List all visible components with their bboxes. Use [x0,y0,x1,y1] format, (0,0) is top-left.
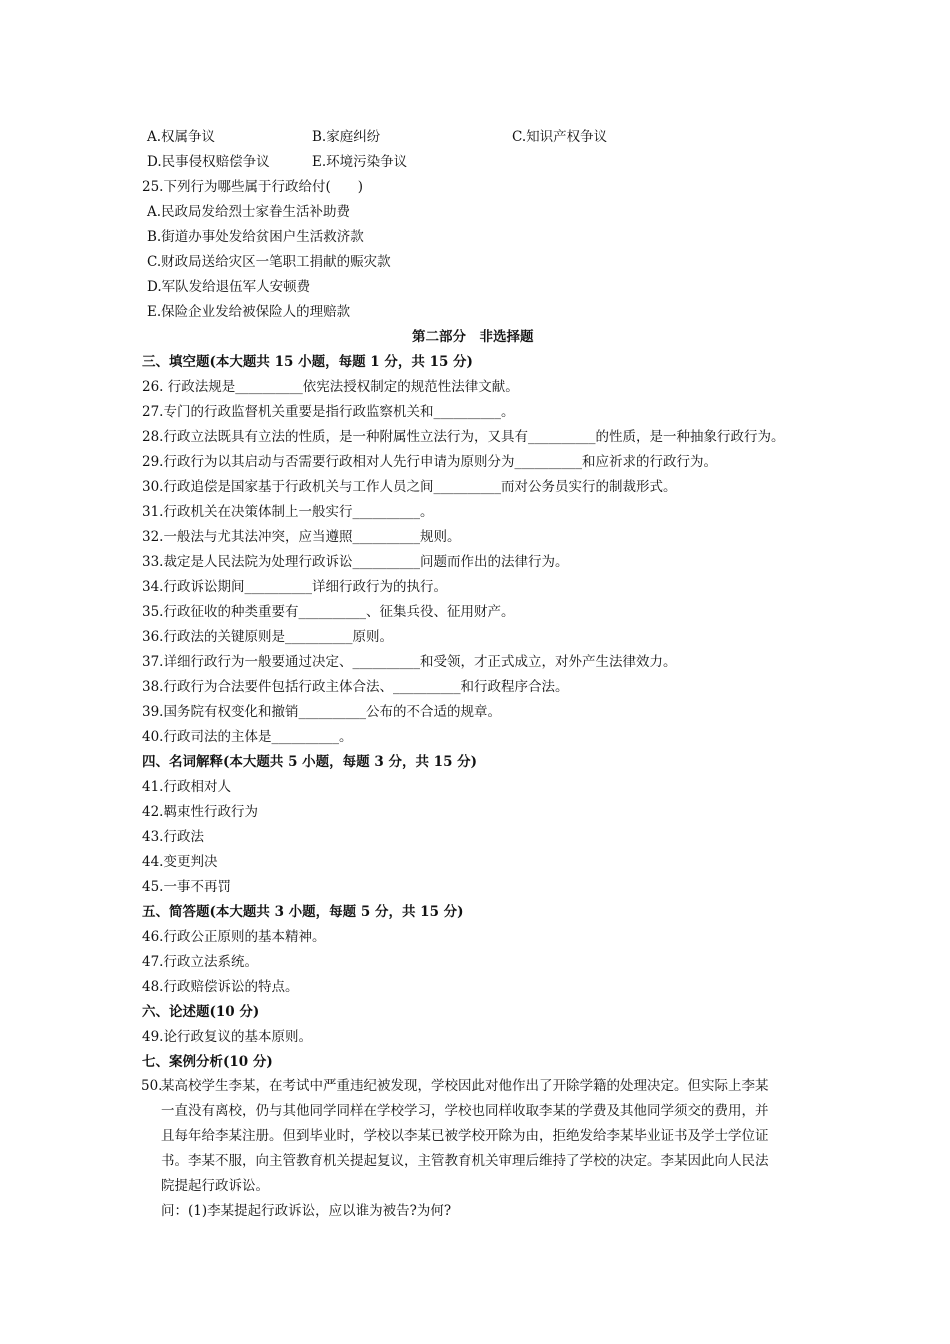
q50-line: 一直没有离校，仍与其他同学同样在学校学习，学校也同样收取李某的学费及其他同学须交的费用，并 [161,1103,769,1119]
q31: 31.行政机关在决策体制上一般实行__________。 [142,504,434,520]
section5-heading: 五、简答题(本大题共 3 小题，每题 5 分，共 15 分) [142,904,464,920]
q28: 28.行政立法既具有立法的性质，是一种附属性立法行为，又具有__________的性质，是一种抽象行政行为。 [142,429,785,445]
q50-line: 且每年给李某注册。但到毕业时，学校以李某已被学校开除为由，拒绝发给李某毕业证书及学士学位证 [161,1128,769,1144]
q43: 43.行政法 [142,829,204,845]
q25-option-d: D.军队发给退伍军人安顿费 [147,279,311,295]
q30: 30.行政追偿是国家基于行政机关与工作人员之间__________而对公务员实行的制裁形式。 [142,479,677,495]
q49: 49.论行政复议的基本原则。 [142,1029,312,1045]
q38: 38.行政行为合法要件包括行政主体合法、__________和行政程序合法。 [142,679,569,695]
q41: 41.行政相对人 [142,779,231,795]
q24-option-b: B.家庭纠纷 [312,129,381,145]
q25-option-b: B.街道办事处发给贫困户生活救济款 [147,229,364,245]
q50-line: 院提起行政诉讼。 [161,1178,269,1194]
q48: 48.行政赔偿诉讼的特点。 [142,979,299,995]
q50-line: 某高校学生李某，在考试中严重违纪被发现，学校因此对他作出了开除学籍的处理决定。但实际上李某 [161,1078,769,1094]
q24-option-d: D.民事侵权赔偿争议 [147,154,270,170]
q25-option-c: C.财政局送给灾区一笔职工捐献的赈灾款 [147,254,391,270]
q50-case-paragraph [141,1074,811,1224]
q50-line: 书。李某不服，向主管教育机关提起复议，主管教育机关审理后维持了学校的决定。李某因此向人民法 [161,1153,769,1169]
q50-number: 50. [141,1078,163,1094]
q50-question: 问：(1)李某提起行政诉讼，应以谁为被告?为何? [161,1203,452,1219]
q39: 39.国务院有权变化和撤销__________公布的不合适的规章。 [142,704,501,720]
section7-heading: 七、案例分析(10 分) [142,1054,273,1070]
q36: 36.行政法的关键原则是__________原则。 [142,629,393,645]
q32: 32.一般法与尤其法冲突，应当遵照__________规则。 [142,529,461,545]
part2-title: 第二部分 非选择题 [412,329,534,345]
q24-option-a: A.权属争议 [147,129,216,145]
section3-heading: 三、填空题(本大题共 15 小题，每题 1 分，共 15 分) [142,354,473,370]
section4-heading: 四、名词解释(本大题共 5 小题，每题 3 分，共 15 分) [142,754,478,770]
q29: 29.行政行为以其启动与否需要行政相对人先行申请为原则分为__________和应祈求的行政行为。 [142,454,717,470]
q25-option-e: E.保险企业发给被保险人的理赔款 [147,304,351,320]
q34: 34.行政诉讼期间__________详细行政行为的执行。 [142,579,447,595]
q27: 27.专门的行政监督机关重要是指行政监察机关和__________。 [142,404,515,420]
q35: 35.行政征收的种类重要有__________、征集兵役、征用财产。 [142,604,515,620]
q42: 42.羁束性行政行为 [142,804,258,820]
q47: 47.行政立法系统。 [142,954,258,970]
q25-stem: 25.下列行为哪些属于行政给付( ) [142,179,364,195]
q26: 26. 行政法规是__________依宪法授权制定的规范性法律文献。 [142,379,519,395]
q24-option-e: E.环境污染争议 [312,154,408,170]
q45: 45.一事不再罚 [142,879,231,895]
q46: 46.行政公正原则的基本精神。 [142,929,326,945]
q33: 33.裁定是人民法院为处理行政诉讼__________问题而作出的法律行为。 [142,554,569,570]
q37: 37.详细行政行为一般要通过决定、__________和受领，才正式成立，对外产生法律效力。 [142,654,677,670]
q44: 44.变更判决 [142,854,218,870]
q40: 40.行政司法的主体是__________。 [142,729,353,745]
q25-option-a: A.民政局发给烈士家眷生活补助费 [147,204,351,220]
q24-option-c: C.知识产权争议 [512,129,608,145]
section6-heading: 六、论述题(10 分) [142,1004,260,1020]
